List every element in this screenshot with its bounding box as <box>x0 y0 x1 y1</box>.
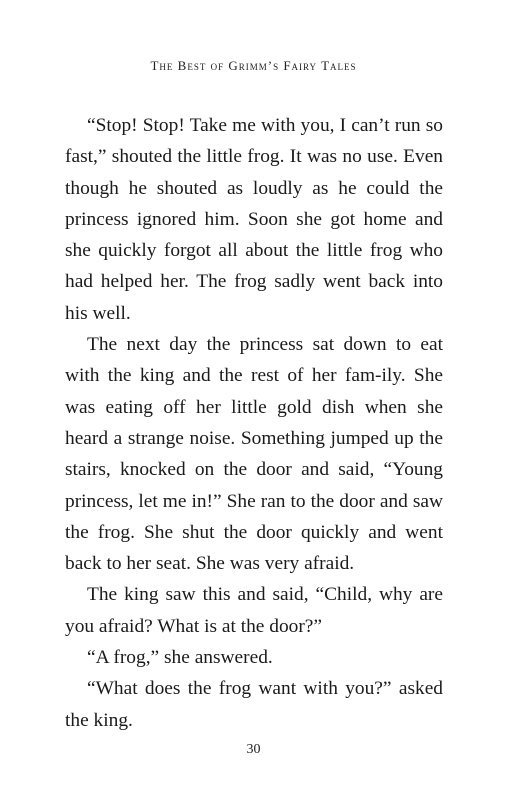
page-number: 30 <box>246 742 261 757</box>
paragraph-3: The king saw this and said, “Child, why are you afraid? What is at the door?” <box>65 584 443 637</box>
paragraph-2: The next day the princess sat down to eat with the king and the rest of her fam-ily. She was eating off her little gold dish when she heard a strange noise. Something jumped up the stairs, knocked on the door and said, “Young princess, let me in!” She ran to the door and saw the frog. She shut the door quickly and went back to her seat. She was very afraid. <box>65 334 443 575</box>
paragraph-1: “Stop! Stop! Take me with you, I can’t run so fast,” shouted the little frog. It was no use. Even though he shouted as loudly as he could the princess ignored him. Soon she got home and she quickly forgot all about the little frog who had helped her. The frog sadly went back into his well. <box>65 115 443 324</box>
body-text <box>65 110 443 736</box>
paragraph-5: “What does the frog want with you?” asked the king. <box>65 678 443 731</box>
paragraph-4: “A frog,” she answered. <box>87 647 273 669</box>
running-head-title: The Best of Grimm’s Fairy Tales <box>150 58 357 73</box>
